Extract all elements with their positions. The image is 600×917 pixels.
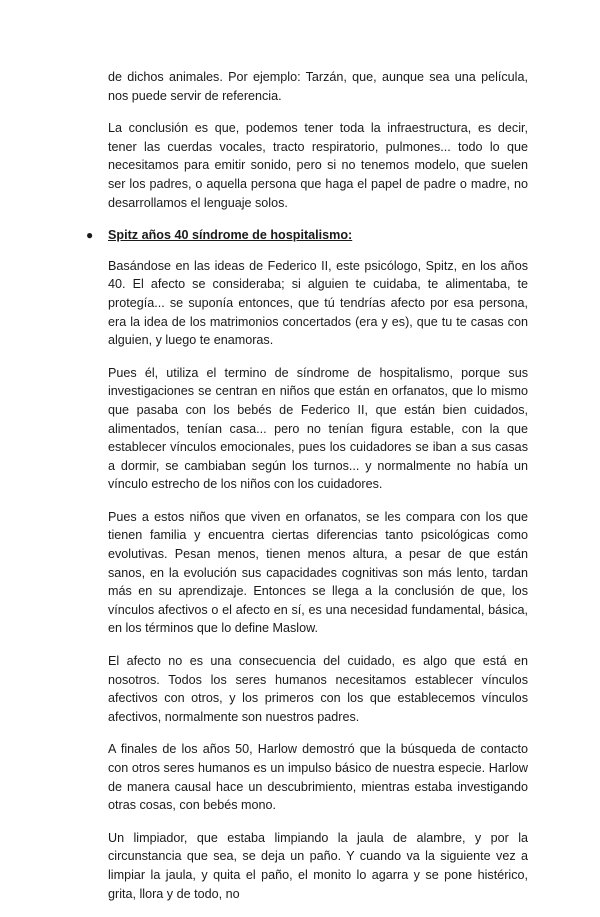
section-heading: Spitz años 40 síndrome de hospitalismo: — [108, 228, 353, 243]
paragraph-hospitalismo: Pues él, utiliza el termino de síndrome de hospitalismo, porque sus investigaciones se centran en niños que están en orfanatos, que lo mismo que pasaba con los bebés de Federico II, que están bien cuidados, alimentados, tenían casa... pero no tenían figura estable, con la que establecer vínculos emocionales, pues los cuidadores se iban a sus casas a dormir, se cambiaban según los turnos... y normalmente no había un vínculo estrecho de los niños con los cuidadores. — [108, 365, 528, 492]
paragraph-limpiador: Un limpiador, que estaba limpiando la jaula de alambre, y por la circunstancia que sea, se deja un paño. Y cuando va la siguiente vez a limpiar la jaula, y quita el paño, el monito lo agarra y se pone histérico, grita, llora y de todo, no — [108, 830, 528, 901]
paragraph-conclusion: La conclusión es que, podemos tener toda la infraestructura, es decir, tener las cuerdas vocales, tracto respiratorio, pulmones... todo lo que necesitamos para emitir sonido, pero si no tenemos modelo, que suelen ser los padres, o aquella persona que haga el papel de padre o madre, no desarrollamos el lenguaje solos. — [108, 121, 528, 210]
paragraph-orfanatos: Pues a estos niños que viven en orfanatos, se les compara con los que tienen familia y encuentra ciertas diferencias tanto psicológicas como evolutivas. Pesan menos, tienen menos altura, a pesar de que están sanos, en la evolución sus capacidades cognitivas son más lento, tardan más en su aprendizaje. Entonces se llega a la conclusión de que, los vínculos afectivos o el afecto en sí, es una necesidad fundamental, básica, en los términos que lo define Maslow. — [108, 509, 528, 636]
section-heading-row — [86, 226, 528, 245]
paragraph-tarzan: de dichos animales. Por ejemplo: Tarzán, que, aunque sea una película, nos puede servir de referencia. — [108, 70, 528, 103]
document-body — [86, 68, 528, 917]
bullet-icon: ● — [86, 228, 94, 243]
paragraph-harlow: A finales de los años 50, Harlow demostró que la búsqueda de contacto con otros seres humanos es un impulso básico de nuestra especie. Harlow de manera causal hace un descubrimiento, mientras estaba investigando otras cosas, con bebés mono. — [108, 742, 528, 813]
paragraph-spitz-intro: Basándose en las ideas de Federico II, este psicólogo, Spitz, en los años 40. El afecto se consideraba; si alguien te cuidaba, te alimentaba, te protegía... se suponía entonces, que tú tendrías afecto por esa persona, era la idea de los matrimonios concertados (era y es), que tu te casas con alguien, y luego te enamoras. — [108, 258, 528, 348]
paragraph-afecto: El afecto no es una consecuencia del cuidado, es algo que está en nosotros. Todos los seres humanos necesitamos establecer vínculos afectivos con otros, y los primeros con los que establecemos vínculos afectivos, normalmente son nuestros padres. — [108, 654, 528, 724]
